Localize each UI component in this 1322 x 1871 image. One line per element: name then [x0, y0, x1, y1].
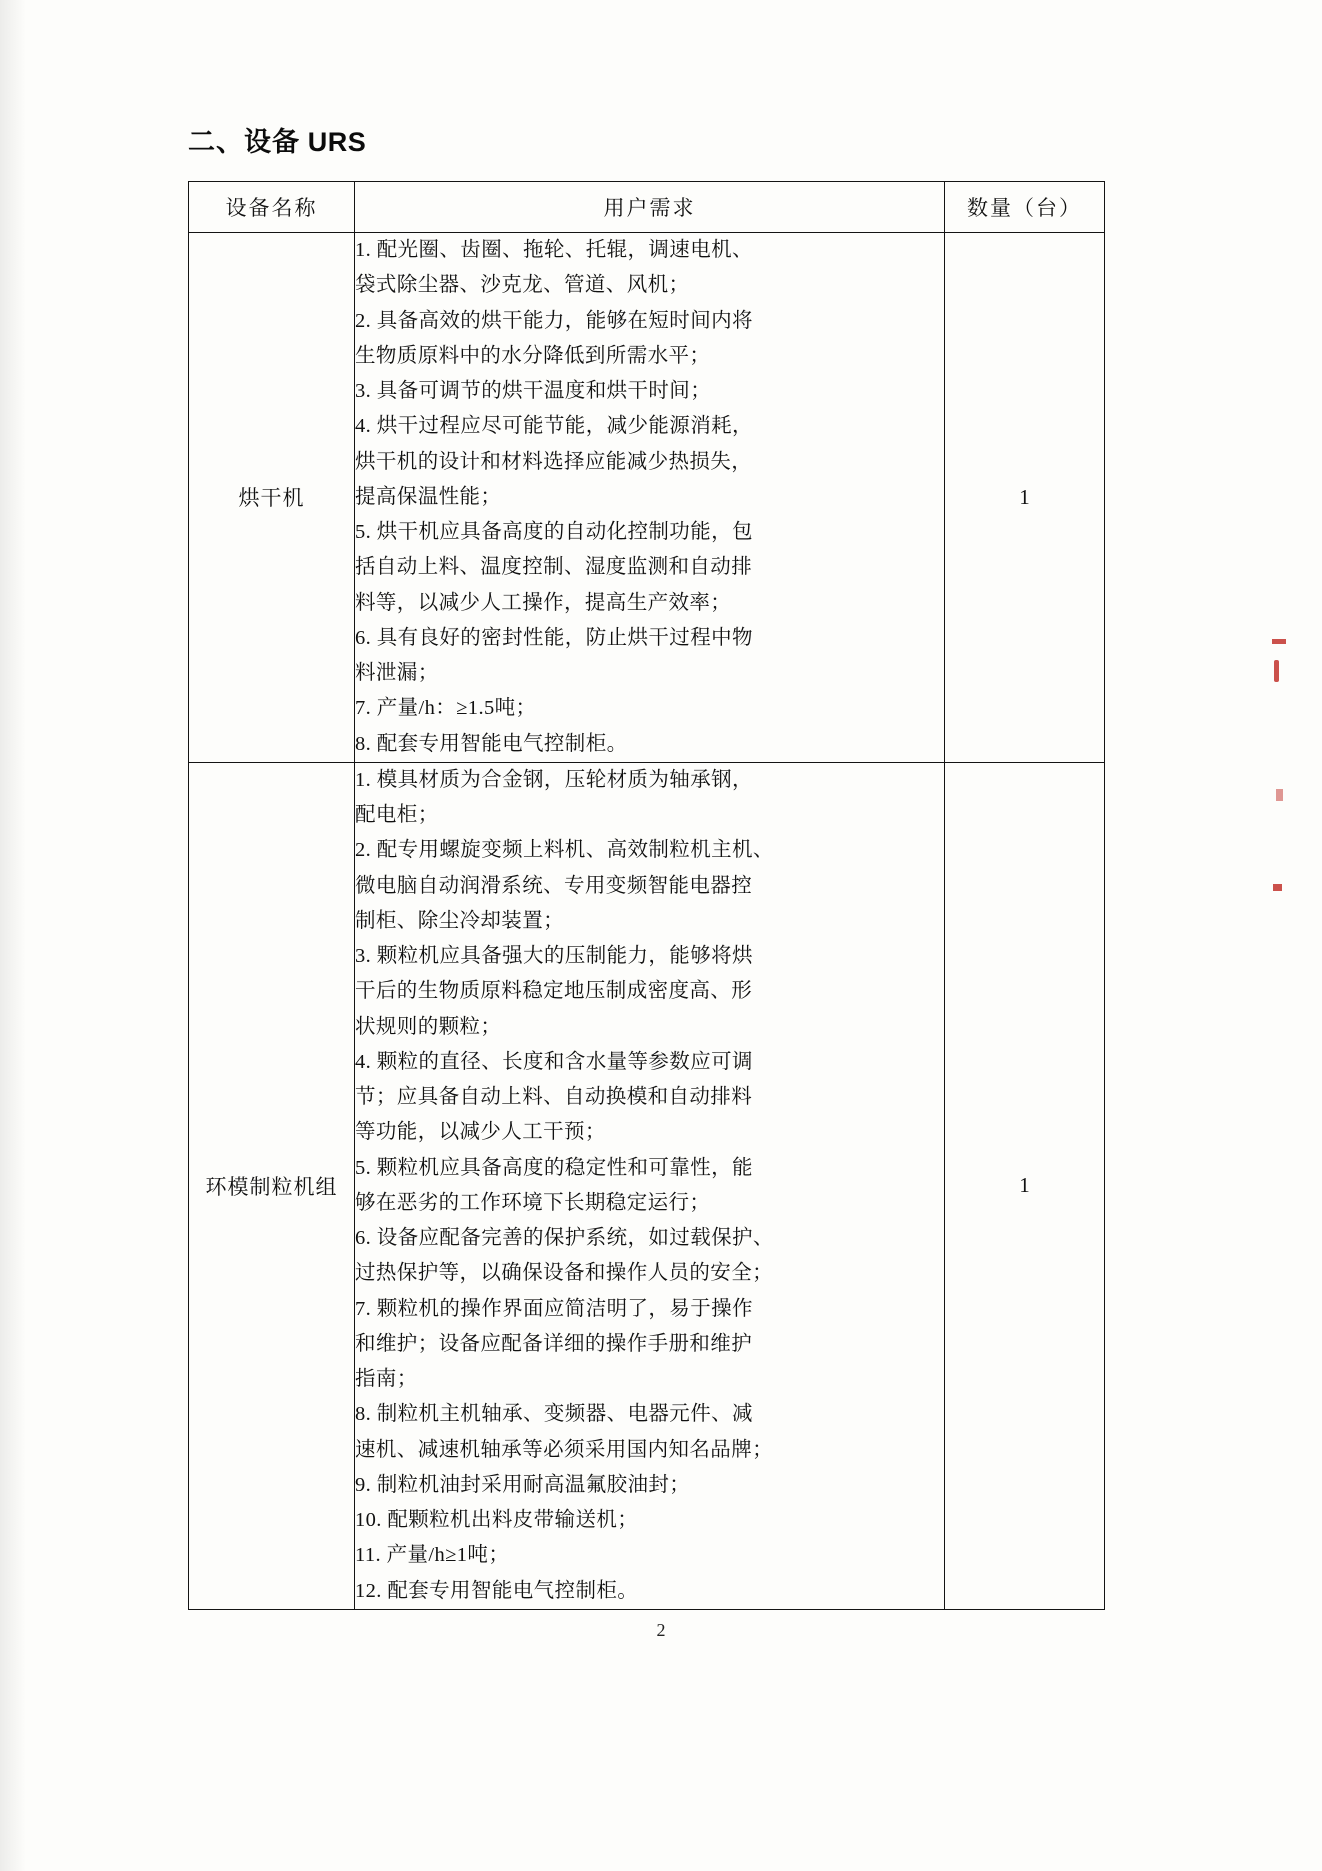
page-title — [188, 120, 1108, 159]
requirement-line: 料等，以减少人工操作，提高生产效率； — [355, 591, 732, 614]
requirement-line: 1. 配光圈、齿圈、拖轮、托辊，调速电机、 — [355, 239, 753, 261]
requirement-line: 配电柜； — [355, 804, 439, 826]
quantity-ring-die-pelletizer: 1 — [945, 762, 1105, 1609]
requirement-line: 6. 设备应配备完善的保护系统，如过载保护、 — [355, 1227, 774, 1249]
requirement-line: 指南； — [355, 1368, 418, 1390]
requirement-line: 1. 模具材质为合金钢，压轮材质为轴承钢， — [355, 768, 753, 791]
margin-mark-icon — [1273, 884, 1282, 891]
requirement-line: 袋式除尘器、沙克龙、管道、风机； — [355, 274, 690, 297]
margin-mark-icon — [1276, 789, 1283, 801]
requirement-line: 括自动上料、温度控制、湿度监测和自动排 — [355, 556, 753, 579]
column-header-quantity: 数量（台） — [945, 182, 1105, 233]
requirement-line: 7. 颗粒机的操作界面应简洁明了，易于操作 — [355, 1297, 753, 1320]
requirement-line: 和维护；设备应配备详细的操作手册和维护 — [355, 1332, 753, 1355]
margin-mark-icon — [1274, 660, 1279, 682]
equipment-urs-table — [188, 181, 1105, 1610]
requirement-line: 12. 配套专用智能电气控制柜。 — [355, 1579, 639, 1602]
requirement-line: 7. 产量/h：≥1.5吨； — [355, 697, 537, 720]
quantity-dryer: 1 — [945, 233, 1105, 763]
requirement-line: 2. 具备高效的烘干能力，能够在短时间内将 — [355, 309, 753, 332]
requirement-line: 4. 烘干过程应尽可能节能，减少能源消耗， — [355, 415, 753, 438]
requirement-line: 6. 具有良好的密封性能，防止烘干过程中物 — [355, 626, 753, 649]
table-header-row — [189, 182, 1105, 233]
requirement-line: 状规则的颗粒； — [355, 1015, 502, 1038]
requirement-line: 10. 配颗粒机出料皮带输送机； — [355, 1509, 639, 1531]
requirement-line: 节；应具备自动上料、自动换模和自动排料 — [355, 1086, 753, 1108]
requirement-line: 过热保护等，以确保设备和操作人员的安全； — [355, 1262, 773, 1285]
requirement-line: 烘干机的设计和材料选择应能减少热损失， — [355, 450, 753, 473]
requirement-line: 微电脑自动润滑系统、专用变频智能电器控 — [355, 874, 753, 897]
section-title-suffix: URS — [307, 127, 367, 157]
requirement-line: 料泄漏； — [355, 662, 439, 684]
requirement-line: 5. 烘干机应具备高度的自动化控制功能，包 — [355, 521, 753, 543]
table-row — [189, 762, 1105, 1609]
section-title-prefix: 二、设备 — [188, 127, 300, 157]
margin-mark-icon — [1272, 639, 1286, 644]
requirement-line: 3. 颗粒机应具备强大的压制能力，能够将烘 — [355, 945, 753, 967]
requirement-line: 生物质原料中的水分降低到所需水平； — [355, 344, 711, 367]
requirement-line: 4. 颗粒的直径、长度和含水量等参数应可调 — [355, 1050, 753, 1073]
equipment-name-ring-die-pelletizer: 环模制粒机组 — [189, 762, 355, 1609]
requirement-line: 3. 具备可调节的烘干温度和烘干时间； — [355, 380, 712, 402]
table-row — [189, 233, 1105, 763]
requirement-line: 等功能，以减少人工干预； — [355, 1121, 606, 1144]
scan-edge-shadow — [0, 0, 26, 1871]
requirement-line: 9. 制粒机油封采用耐高温氟胶油封； — [355, 1473, 691, 1496]
requirement-line: 制柜、除尘冷却装置； — [355, 909, 564, 932]
requirement-line: 8. 制粒机主机轴承、变频器、电器元件、减 — [355, 1403, 753, 1426]
requirement-line: 5. 颗粒机应具备高度的稳定性和可靠性，能 — [355, 1156, 753, 1179]
requirement-line: 干后的生物质原料稳定地压制成密度高、形 — [355, 980, 753, 1003]
requirement-line: 速机、减速机轴承等必须采用国内知名品牌； — [355, 1438, 773, 1461]
requirement-line: 够在恶劣的工作环境下长期稳定运行； — [355, 1191, 711, 1214]
requirement-line: 2. 配专用螺旋变频上料机、高效制粒机主机、 — [355, 839, 774, 862]
column-header-user-requirement: 用户需求 — [355, 182, 945, 233]
requirements-dryer — [355, 233, 945, 763]
requirement-line: 11. 产量/h≥1吨； — [355, 1544, 510, 1567]
page-number: 2 — [656, 1620, 666, 1640]
requirement-line: 提高保温性能； — [355, 485, 502, 508]
page-content — [188, 120, 1108, 1610]
requirement-line: 8. 配套专用智能电气控制柜。 — [355, 732, 628, 755]
column-header-equipment-name: 设备名称 — [189, 182, 355, 233]
equipment-name-dryer: 烘干机 — [189, 233, 355, 763]
requirements-ring-die-pelletizer — [355, 762, 945, 1609]
